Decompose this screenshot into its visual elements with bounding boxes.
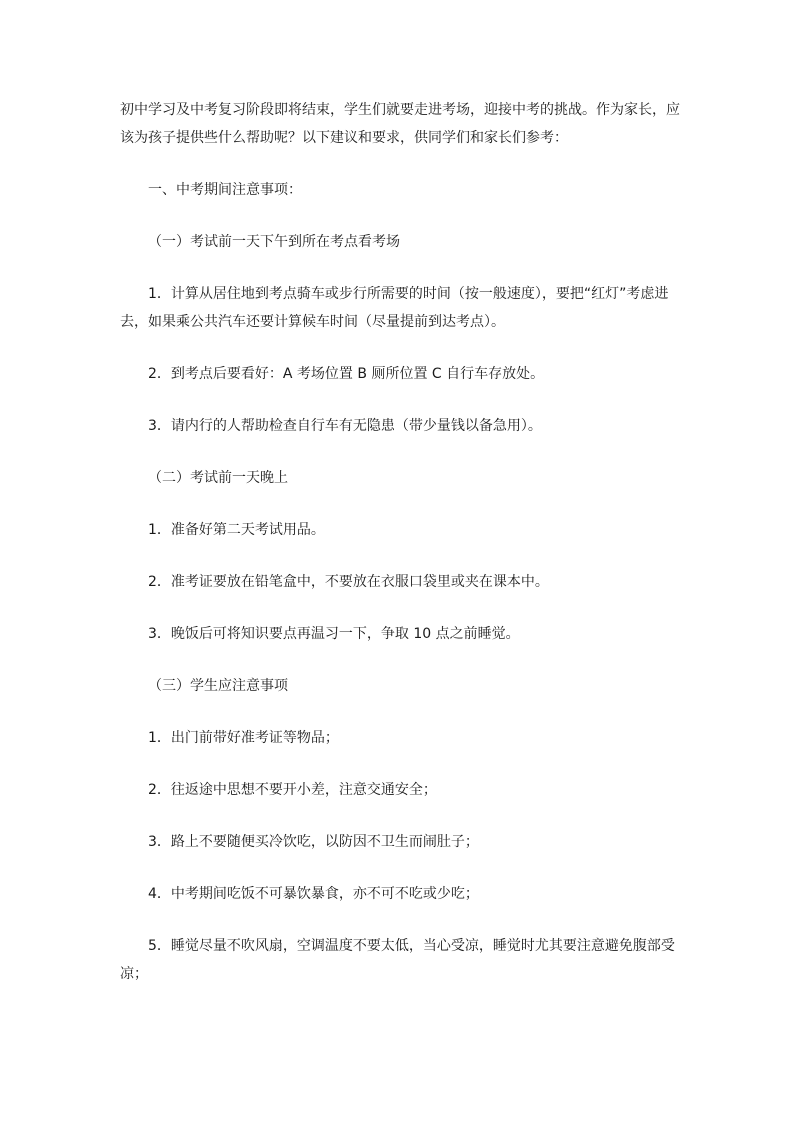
sub-3-heading: （三）学生应注意事项 xyxy=(148,678,288,694)
sub-2-item-1-text: 1．准备好第二天考试用品。 xyxy=(148,522,325,538)
sub-1-item-3 xyxy=(120,412,680,440)
sub-1-item-2-text: 2．到考点后要看好：A 考场位置 B 厕所位置 C 自行车存放处。 xyxy=(148,366,545,382)
section-1-heading-block xyxy=(120,176,680,204)
sub-2-item-2-text: 2．准考证要放在铅笔盒中，不要放在衣服口袋里或夹在课本中。 xyxy=(148,574,549,590)
sub-3-heading-block xyxy=(120,672,680,700)
sub-2-item-3 xyxy=(120,620,680,648)
sub-3-item-4-text: 4．中考期间吃饭不可暴饮暴食，亦不可不吃或少吃； xyxy=(148,886,479,902)
sub-3-item-2 xyxy=(120,776,680,804)
sub-1-item-1-line-1: 1．计算从居住地到考点骑车或步行所需要的时间（按一般速度），要把“红灯”考虑进 xyxy=(148,286,669,302)
sub-3-item-5-line-2: 凉； xyxy=(120,966,148,982)
sub-1-item-1-line-2: 去，如果乘公共汽车还要计算候车时间（尽量提前到达考点）。 xyxy=(120,314,505,330)
sub-3-item-1 xyxy=(120,724,680,752)
sub-2-item-1 xyxy=(120,516,680,544)
sub-3-item-5-line-1: 5．睡觉尽量不吹风扇，空调温度不要太低，当心受凉，睡觉时尤其要注意避免腹部受 xyxy=(148,938,675,954)
sub-3-item-4 xyxy=(120,880,680,908)
sub-2-heading: （二）考试前一天晚上 xyxy=(148,470,288,486)
sub-1-item-2 xyxy=(120,360,680,388)
sub-2-item-3-text: 3．晚饭后可将知识要点再温习一下，争取 10 点之前睡觉。 xyxy=(148,626,520,642)
sub-1-heading-block xyxy=(120,228,680,256)
sub-3-item-5 xyxy=(120,932,680,988)
sub-3-item-1-text: 1．出门前带好准考证等物品； xyxy=(148,730,339,746)
sub-1-item-3-text: 3．请内行的人帮助检查自行车有无隐患（带少量钱以备急用）。 xyxy=(148,418,542,434)
sub-1-heading: （一）考试前一天下午到所在考点看考场 xyxy=(148,234,400,250)
sub-3-item-2-text: 2．往返途中思想不要开小差，注意交通安全； xyxy=(148,782,437,798)
section-1-heading: 一、中考期间注意事项： xyxy=(148,182,302,198)
sub-3-item-3-text: 3．路上不要随便买冷饮吃，以防因不卫生而闹肚子； xyxy=(148,834,479,850)
intro-paragraph xyxy=(120,96,680,152)
sub-1-item-1 xyxy=(120,280,680,336)
document-page xyxy=(120,96,680,1012)
sub-2-heading-block xyxy=(120,464,680,492)
intro-line-1: 初中学习及中考复习阶段即将结束，学生们就要走进考场，迎接中考的挑战。作为家长，应 xyxy=(120,102,680,118)
sub-2-item-2 xyxy=(120,568,680,596)
intro-line-2: 该为孩子提供些什么帮助呢？以下建议和要求，供同学们和家长们参考： xyxy=(120,130,568,146)
sub-3-item-3 xyxy=(120,828,680,856)
